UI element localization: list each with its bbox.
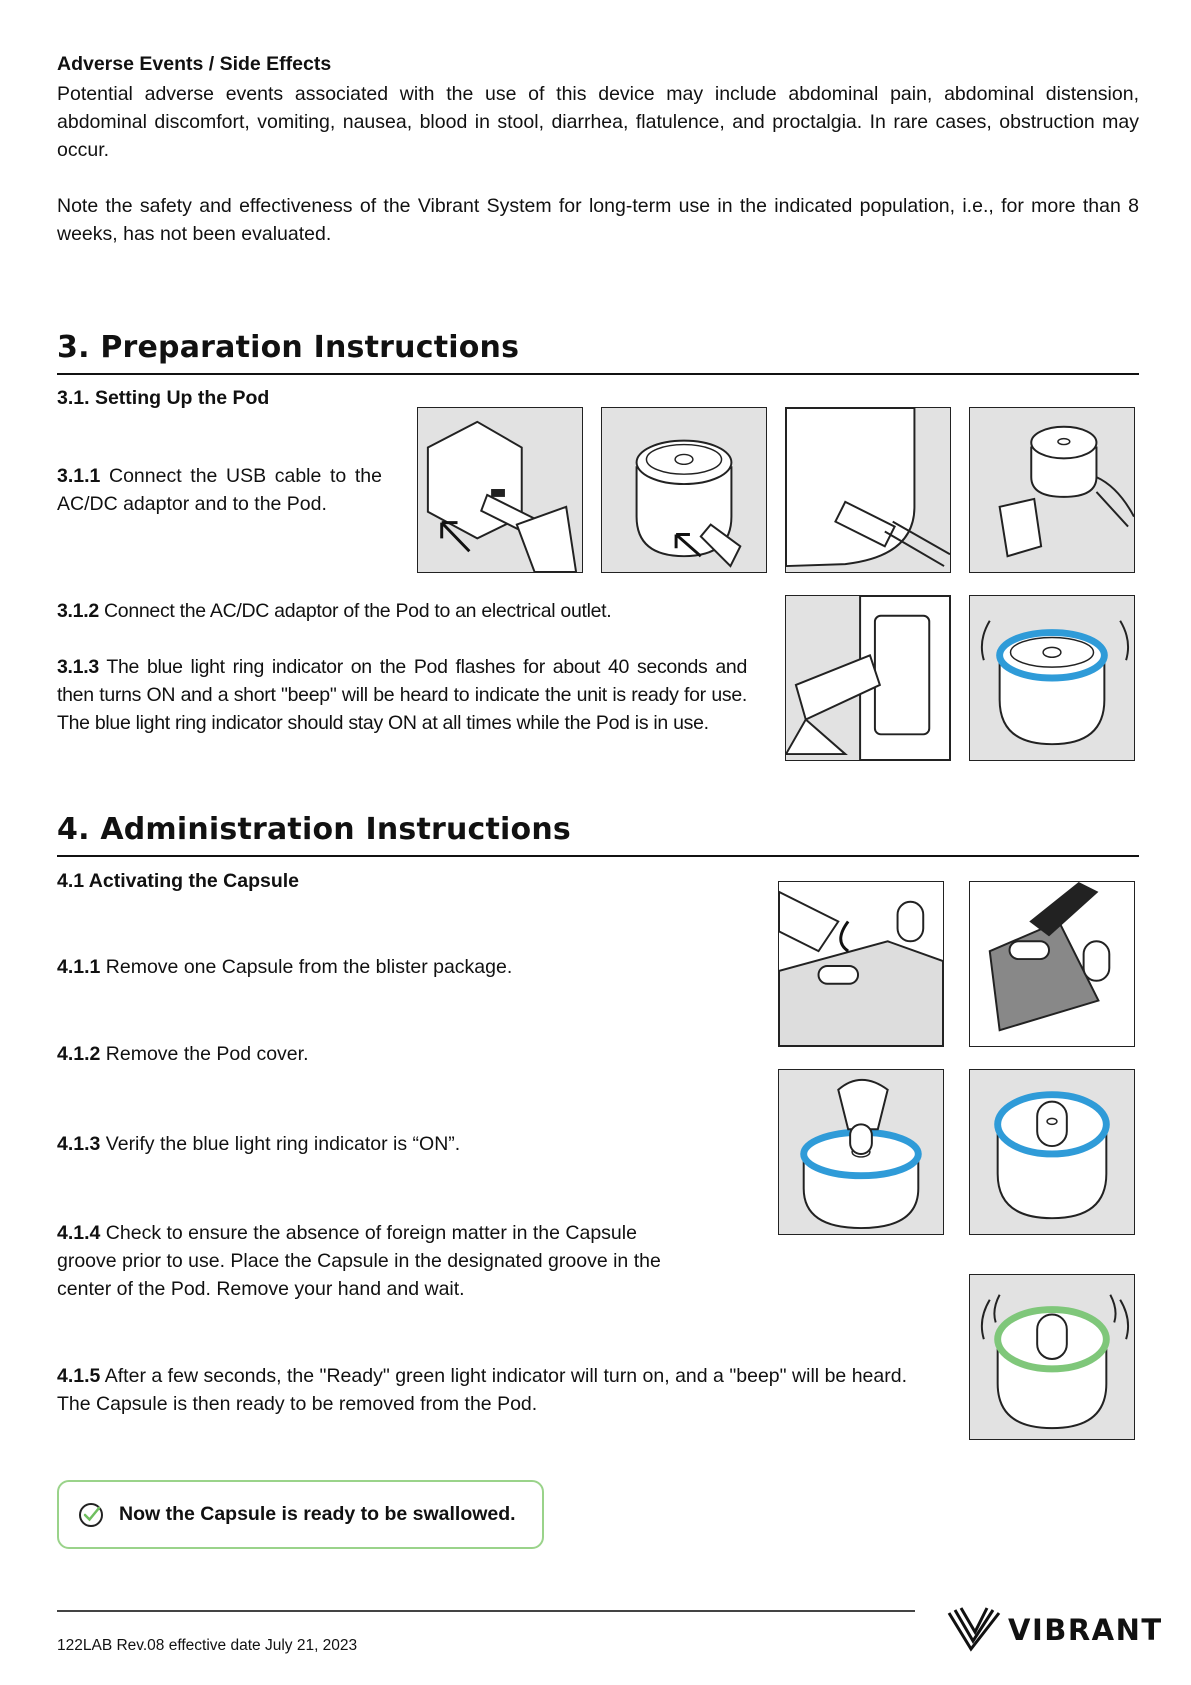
callout-text: Now the Capsule is ready to be swallowed. <box>119 1503 516 1525</box>
vibrant-logo <box>945 1605 1163 1655</box>
step-4-1-1 <box>57 953 757 981</box>
step-text: After a few seconds, the "Ready" green light indicator will turn on, and a "beep" will be heard. The Capsule is then ready to be removed from the Pod. <box>57 1365 907 1415</box>
illustration-blister-package <box>778 881 944 1047</box>
illustration-capsule-into-pod <box>778 1069 944 1235</box>
illustration-usb-closeup <box>785 407 951 573</box>
adverse-events-heading: Adverse Events / Side Effects <box>57 53 332 75</box>
step-number: 4.1.2 <box>57 1043 101 1065</box>
adverse-events-paragraph: Potential adverse events associated with the use of this device may include abdominal pain, abdominal distension, abdominal discomfort, vomiting, nausea, blood in stool, diarrhea, flatulence, and proctalgia. In rare cases, obstruction may occur. <box>57 83 1139 161</box>
illustration-usb-into-pod <box>601 407 767 573</box>
check-circle-icon <box>78 1502 104 1528</box>
step-number: 3.1.1 <box>57 465 101 487</box>
step-number: 3.1.2 <box>57 600 99 622</box>
step-number: 4.1.4 <box>57 1222 101 1244</box>
step-text: Connect the USB cable to the AC/DC adaptor and to the Pod. <box>57 465 382 515</box>
step-text: Check to ensure the absence of foreign matter in the Capsule groove prior to use. Place the Capsule in the designated groove in the center of the Pod. Remove your hand and wait. <box>57 1222 661 1300</box>
illustration-adaptor-into-outlet <box>785 595 951 761</box>
section-3-rule <box>57 373 1139 375</box>
step-number: 4.1.1 <box>57 956 101 978</box>
illustration-pod-with-capsule-blue <box>969 1069 1135 1235</box>
step-number: 4.1.3 <box>57 1133 101 1155</box>
section-4-subtitle: 4.1 Activating the Capsule <box>57 870 300 892</box>
document-reference: 122LAB Rev.08 effective date July 21, 2023 <box>57 1637 358 1654</box>
step-3-1-1 <box>57 462 382 518</box>
capsule-ready-callout <box>57 1480 544 1549</box>
step-number: 3.1.3 <box>57 656 99 678</box>
section-4-title: 4. Administration Instructions <box>57 812 571 847</box>
step-3-1-2 <box>57 597 757 625</box>
step-text: Connect the AC/DC adaptor of the Pod to an electrical outlet. <box>98 600 612 622</box>
step-4-1-4 <box>57 1219 697 1303</box>
step-number: 4.1.5 <box>57 1365 101 1387</box>
illustration-usb-into-adaptor <box>417 407 583 573</box>
step-text: Remove one Capsule from the blister package. <box>100 956 513 978</box>
section-3-subtitle: 3.1. Setting Up the Pod <box>57 387 270 409</box>
illustration-capsule-removed-from-blister <box>969 881 1135 1047</box>
section-4-rule <box>57 855 1139 857</box>
illustration-pod-with-adaptor <box>969 407 1135 573</box>
step-3-1-3 <box>57 653 747 737</box>
step-4-1-3 <box>57 1130 757 1158</box>
step-4-1-5 <box>57 1362 907 1418</box>
illustration-pod-green-ready <box>969 1274 1135 1440</box>
footer-rule <box>57 1610 915 1612</box>
vibrant-logo-icon <box>945 1605 1003 1655</box>
logo-wordmark: VIBRANT <box>1008 1613 1163 1647</box>
illustration-pod-blue-ring-flashing <box>969 595 1135 761</box>
step-text: Remove the Pod cover. <box>100 1043 309 1065</box>
step-4-1-2 <box>57 1040 757 1068</box>
section-3-title: 3. Preparation Instructions <box>57 330 520 365</box>
step-text: The blue light ring indicator on the Pod flashes for about 40 seconds and then turns ON and a short "beep" will be heard to indicate the unit is ready for use. The blue light ring indicator should stay ON at all times while the Pod is in use. <box>57 656 747 734</box>
long-term-use-note: Note the safety and effectiveness of the Vibrant System for long-term use in the indicated population, i.e., for more than 8 weeks, has not been evaluated. <box>57 195 1139 245</box>
step-text: Verify the blue light ring indicator is “ON”. <box>100 1133 461 1155</box>
